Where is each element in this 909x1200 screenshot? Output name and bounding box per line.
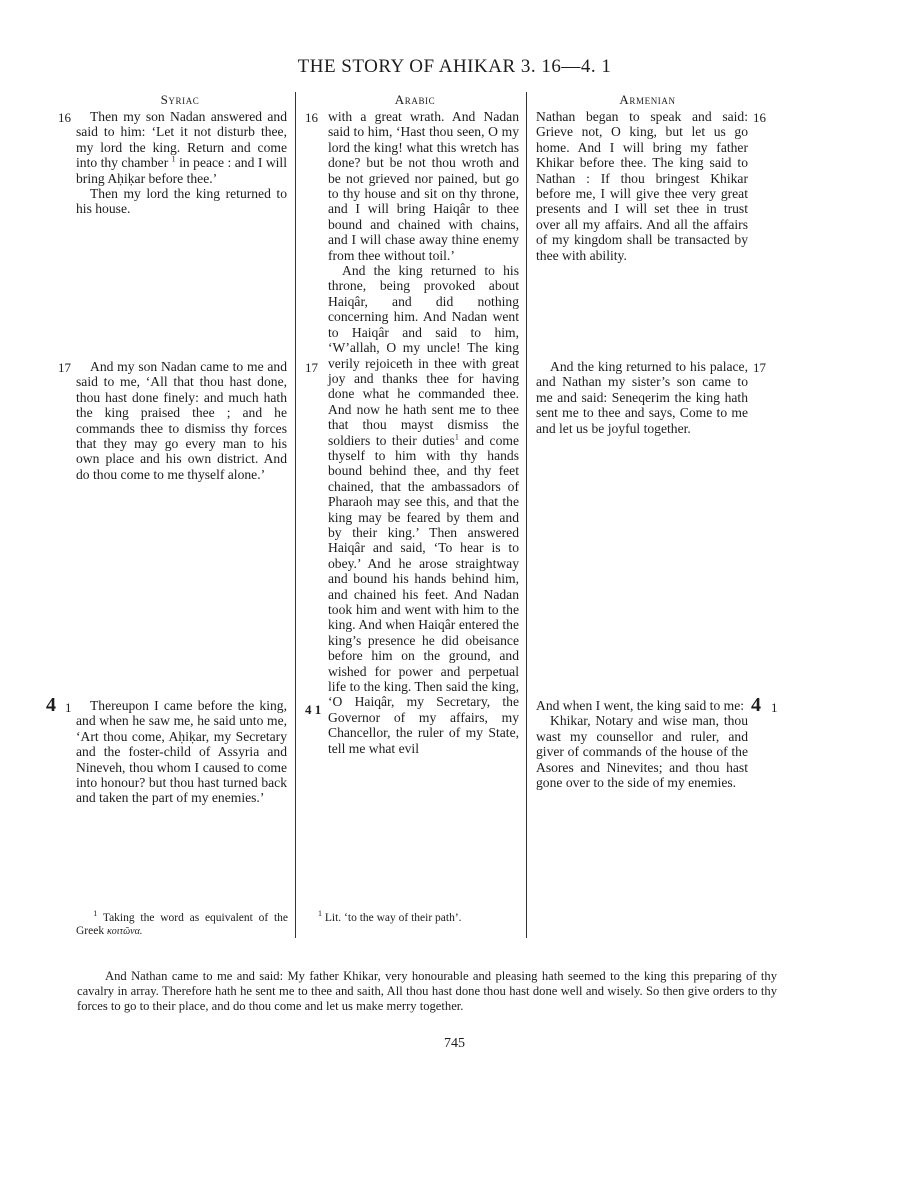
verse-text: And the king returned to his throne, being provoked about Haiqâr, and did nothing concerning him. And Nadan went to Haiqâr and said to him, ‘W’allah, O my uncle! The king verily rejoiceth in thee with great joy and thanks thee for having done what he commanded thee. And now he hath sent me to thee that thou mayst dismiss the soldiers to their duties: [328, 263, 519, 448]
verse-number: 17: [58, 360, 71, 375]
verse-number: 16: [753, 110, 766, 125]
verse-number: 17: [305, 360, 318, 375]
column-heading-armenian: Armenian: [619, 92, 676, 107]
verse-text: Then my lord the king returned to his house.: [76, 186, 287, 217]
verse-number: 17: [753, 360, 766, 375]
syriac-verse-16: [76, 109, 287, 217]
arabic-text: [328, 109, 519, 756]
column-heading-syriac: Syriac: [160, 92, 200, 107]
verse-text: in peace : and I will bring Aḥiḳar before thee.’: [76, 155, 287, 186]
column-divider-right: [526, 92, 527, 938]
verse-text: Nathan began to speak and said: Grieve not, O king, but let us go home. And I will bring my father Khikar before thee. The king said to Nathan : If thou bringest Khikar before me, I will give thee very great presents and I will set thee in trust over all my affairs. And all the affairs of my kingdom shall be transacted by thee with ability.: [536, 109, 748, 263]
verse-text: and come thyself to him with thy hands bound behind thee, and thy feet chained, that the ambassadors of Pharaoh may see this, and that the king may be feared by them and by their king.’ Then answered Haiqâr and said, ‘To hear is to obey.’ And he arose straightway and bound his hands behind him, and chained his feet. And Nadan took him and went with him to the king. And when Haiqâr entered the king’s presence he did obeisance before him on the ground, and wished for power and perpetual life to the king. Then said the king, ‘O Haiqâr, my Secretary, the Governor of my affairs, my Chancellor, the ruler of my State, tell me what evil: [328, 432, 519, 756]
syriac-footnote: [76, 909, 289, 938]
footnote-text: Taking the word as equivalent of the Greek: [76, 912, 289, 937]
verse-number: 4 1: [305, 702, 322, 717]
chapter-number: 4: [46, 694, 56, 716]
chapter-number: 4: [751, 694, 761, 716]
verse-text: with a great wrath. And Nadan said to him, ‘Hast thou seen, O my lord the king! what this wretch has done? but be not thou wroth and be not grieved nor pained, but go to thy house and sit on thy throne, and I will bring Haiqâr to thee bound and chained with chains, and I will chase away thine enemy from thee without toil.’: [328, 109, 519, 263]
footnote-marker: 1: [454, 432, 459, 441]
page-number: 745: [444, 1036, 465, 1051]
verse-number: 16: [305, 110, 318, 125]
verse-number: 1: [771, 700, 778, 715]
bottom-passage: [77, 969, 777, 1014]
footnote-marker: 1: [93, 909, 98, 919]
footnote-text: Lit. ‘to the way of their path’.: [324, 912, 462, 924]
running-title: THE STORY OF AHIKAR 3. 16—4. 1: [297, 56, 612, 77]
verse-text: Then my son Nadan answered and said to him: ‘Let it not disturb thee, my lord the king. Return and come into thy chamber: [76, 109, 287, 171]
verse-text: And my son Nadan came to me and said to me, ‘All that thou hast done, thou hast done finely: and much hath the king praised thee ; and he commands thee to dismiss thy forces that they may go every man to his own place and his own district. And do thou come to me thyself alone.’: [76, 359, 287, 482]
column-divider-left: [295, 92, 296, 938]
syriac-verse-17: [76, 359, 287, 482]
armenian-verse-4-1: [536, 698, 748, 790]
column-heading-arabic: Arabic: [394, 92, 436, 107]
armenian-verse-17: [536, 359, 748, 436]
footnote-greek: κοιτῶνα.: [106, 926, 143, 937]
footnote-marker: 1: [171, 154, 176, 164]
arabic-footnote: [318, 909, 518, 925]
verse-text: Thereupon I came before the king, and when he saw me, he said unto me, ‘Art thou come, Aḥiḳar, my Secretary and the foster-child of Assyria and Nineveh, thou whom I caused to come into honour? but thou hast turned back and taken the part of my enemies.’: [76, 698, 287, 806]
footnote-marker: 1: [318, 909, 322, 919]
syriac-verse-4-1: [76, 698, 287, 806]
verse-text: Khikar, Notary and wise man, thou wast my counsellor and ruler, and giver of commands of the house of the Asores and Ninevites; and thou hast gone over to the side of my enemies.: [536, 713, 748, 791]
verse-text: And the king returned to his palace, and Nathan my sister’s son came to me and said: Seneqerim the king hath sent me to thee and says, Come to me and let us be joyful together.: [536, 359, 748, 436]
passage-text: And Nathan came to me and said: My father Khikar, very honourable and pleasing hath seemed to the king this preparing of thy cavalry in array. Therefore hath he sent me to thee and saith, All thou hast done thou hast done well and wisely. So then give orders to thy forces to go to their place, and do thou come and let us make merry together.: [77, 969, 777, 1013]
verse-text: And when I went, the king said to me:: [536, 698, 745, 713]
verse-number: 16: [58, 110, 71, 125]
armenian-verse-16: [536, 109, 748, 263]
verse-number: 1: [65, 700, 72, 715]
